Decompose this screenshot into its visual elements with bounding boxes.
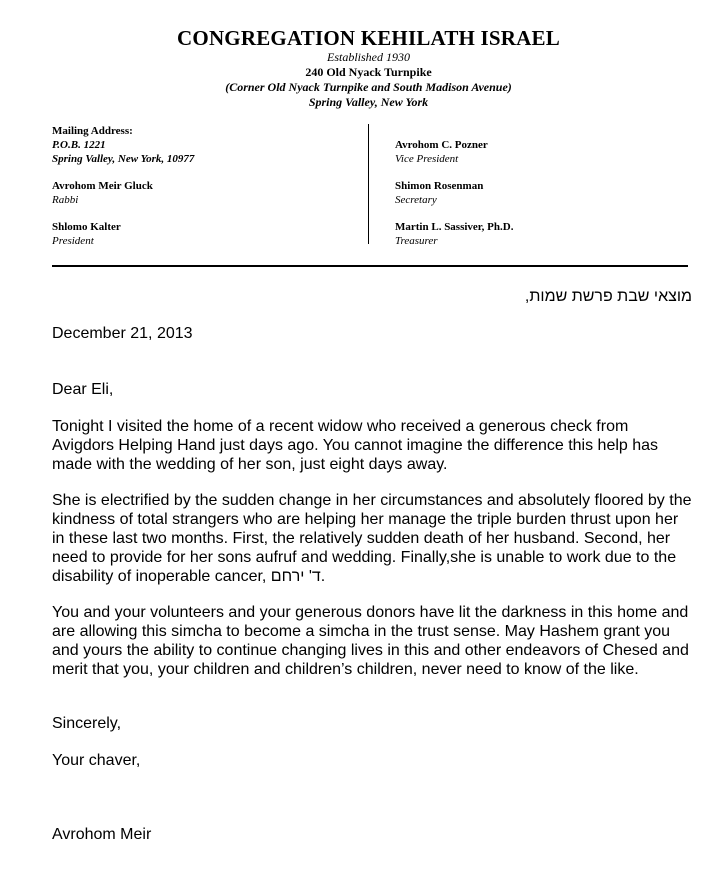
president-block xyxy=(52,220,194,248)
officers-divider xyxy=(368,124,369,244)
rabbi-name: Avrohom Meir Gluck xyxy=(52,180,153,192)
chaver-line: Your chaver, xyxy=(52,752,141,769)
mailing-city: Spring Valley, New York, 10977 xyxy=(52,153,195,165)
treasurer-name: Martin L. Sassiver, Ph.D. xyxy=(395,221,514,233)
established-line: Established 1930 xyxy=(327,50,410,64)
paragraph: You and your volunteers and your generous donors have lit the darkness in this home and are allowing this simcha to become a simcha in the trust sense. May Hashem grant you and yours the ability to continue changing lives in this and other endeavors of Chesed and merit that you, your children and children’s children, never need to know of the like. xyxy=(52,604,689,678)
city-line: Spring Valley, New York xyxy=(308,95,429,109)
vice-president-title: Vice President xyxy=(395,153,459,165)
vice-president-block xyxy=(395,138,513,166)
organization-name: CONGREGATION KEHILATH ISRAEL xyxy=(177,26,560,50)
street-address: 240 Old Nyack Turnpike xyxy=(305,65,432,79)
hebrew-date: מוצאי שבת פרשת שמות, xyxy=(524,288,692,305)
secretary-block xyxy=(395,179,513,207)
vice-president-name: Avrohom C. Pozner xyxy=(395,139,488,151)
treasurer-block xyxy=(395,220,513,248)
pob: P.O.B. 1221 xyxy=(52,139,106,151)
closing: Sincerely, xyxy=(52,715,122,732)
rabbi-title: Rabbi xyxy=(52,194,79,206)
paragraph: Tonight I visited the home of a recent widow who received a generous check from Avigdors Helping Hand just days ago. You cannot imagine the difference this help has made with the wedding of her son, just eight days away. xyxy=(52,418,659,473)
officers-right-column xyxy=(395,138,513,261)
president-title: President xyxy=(52,235,94,247)
rabbi-block xyxy=(52,179,194,207)
mailing-address-block xyxy=(52,124,194,166)
officers-left-column xyxy=(52,124,194,261)
letterhead-rule xyxy=(52,265,688,267)
signature-name: Avrohom Meir xyxy=(52,826,152,843)
letter-date: December 21, 2013 xyxy=(52,325,193,342)
greeting: Dear Eli, xyxy=(52,381,114,398)
mailing-label: Mailing Address: xyxy=(52,125,133,137)
secretary-name: Shimon Rosenman xyxy=(395,180,484,192)
paragraph: She is electrified by the sudden change in her circumstances and absolutely floored by the kindness of total strangers who are helping her manage the triple burden thrust upon her in these last two months. First, the relatively sudden death of her husband. Second, her need to provide for her sons aufruf and wedding. Finally,she is unable to work due to the disability of inoperable cancer, ד' ירחם. xyxy=(52,492,692,585)
treasurer-title: Treasurer xyxy=(395,235,438,247)
corner-address: (Corner Old Nyack Turnpike and South Madison Avenue) xyxy=(225,80,512,94)
president-name: Shlomo Kalter xyxy=(52,221,121,233)
secretary-title: Secretary xyxy=(395,194,437,206)
